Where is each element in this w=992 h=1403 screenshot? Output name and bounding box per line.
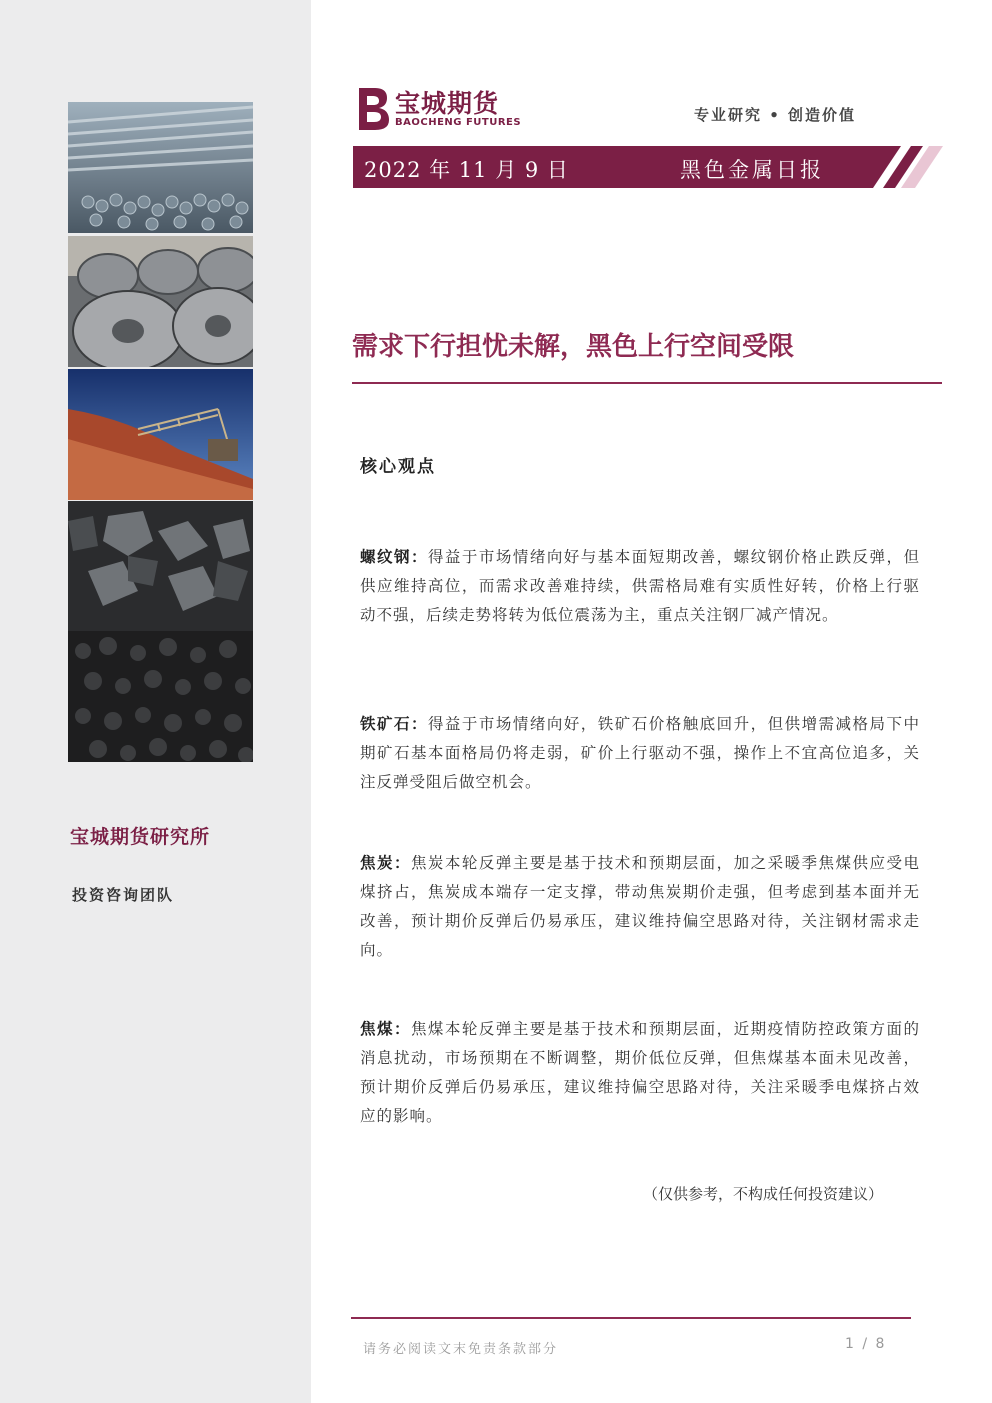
section-coking-coal xyxy=(360,1015,920,1131)
section-text: 焦炭本轮反弹主要是基于技术和预期层面，加之采暖季焦煤供应受电煤挤占，焦炭成本端存一定支撑，带动焦炭期价走强，但考虑到基本面并无改善，预计期价反弹后仍易承压，建议维持偏空思路对待，关注钢材需求走向。 xyxy=(360,854,920,959)
disclaimer: （仅供参考，不构成任何投资建议） xyxy=(643,1185,884,1203)
logo-english-name: BAOCHENG FUTURES xyxy=(395,117,522,128)
sidebar-team-name: 投资咨询团队 xyxy=(72,886,175,904)
section-iron-ore xyxy=(360,710,920,797)
core-view-title: 核心观点 xyxy=(360,457,436,477)
section-label: 焦炭： xyxy=(360,854,411,872)
section-coke xyxy=(360,849,920,965)
brand-logo xyxy=(355,84,535,134)
page-number: 1 / 8 xyxy=(845,1336,887,1352)
slogan: 专业研究 • 创造价值 xyxy=(694,106,857,124)
section-rebar xyxy=(360,543,920,630)
coking-coal-photo xyxy=(68,631,253,762)
section-text: 得益于市场情绪向好与基本面短期改善，螺纹钢价格止跌反弹，但供应维持高位，而需求改善难持续，供需格局难有实质性好转，价格上行驱动不强，后续走势将转为低位震荡为主，重点关注钢厂减产情况。 xyxy=(360,548,920,624)
section-label: 螺纹钢： xyxy=(360,548,428,566)
report-date: 2022 年 11 月 9 日 xyxy=(364,158,569,182)
steel-coil-photo xyxy=(68,236,253,367)
section-label: 焦煤： xyxy=(360,1020,411,1038)
iron-ore-stacker-photo xyxy=(68,369,253,500)
headline: 需求下行担忧未解，黑色上行空间受限 xyxy=(352,332,795,362)
headline-divider xyxy=(352,382,942,384)
sidebar-org-name: 宝城期货研究所 xyxy=(70,826,211,848)
report-title: 黑色金属日报 xyxy=(680,158,824,182)
section-label: 铁矿石： xyxy=(360,715,428,733)
coke-photo xyxy=(68,501,253,632)
section-text: 得益于市场情绪向好，铁矿石价格触底回升，但供增需减格局下中期矿石基本面格局仍将走弱，矿价上行驱动不强，操作上不宜高位追多，关注反弹受阻后做空机会。 xyxy=(360,715,920,791)
footer-note: 请务必阅读文末免责条款部分 xyxy=(363,1342,559,1357)
logo-b-icon xyxy=(355,84,391,132)
section-text: 焦煤本轮反弹主要是基于技术和预期层面，近期疫情防控政策方面的消息扰动，市场预期在不断调整，期价低位反弹，但焦煤基本面未见改善，预计期价反弹后仍易承压，建议维持偏空思路对待，关注采暖季电煤挤占效应的影响。 xyxy=(360,1020,920,1125)
date-banner xyxy=(353,146,943,188)
logo-chinese-name: 宝城期货 xyxy=(395,89,500,118)
rebar-photo xyxy=(68,102,253,233)
footer-divider xyxy=(351,1317,911,1319)
sidebar xyxy=(0,0,311,1403)
